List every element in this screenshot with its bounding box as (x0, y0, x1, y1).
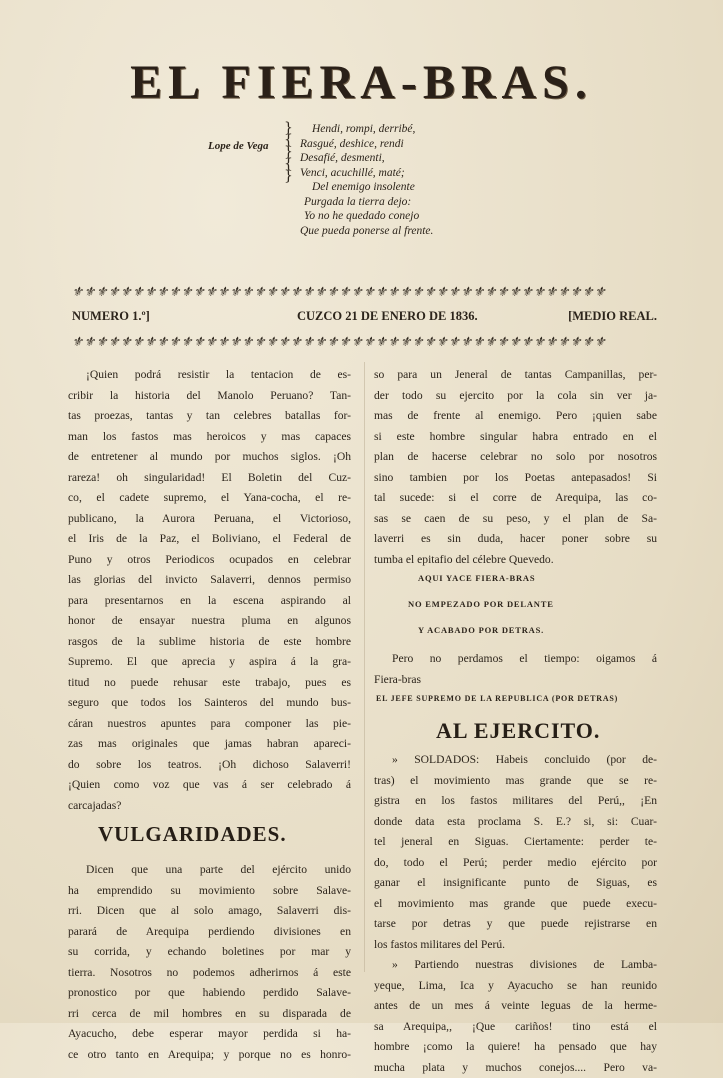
text-line: yeque, Lima, Ica y Ayacucho se han reunido (374, 976, 657, 997)
epigraph-author: Lope de Vega (208, 140, 268, 152)
text-line: rri cerca de mil hombres en su disparada de (68, 1004, 351, 1025)
text-line: rareza! oh singularidad! El Boletin del Cuz- (68, 468, 351, 489)
epigraph-line: Que pueda ponerse al frente. (300, 224, 433, 239)
text-line: antes de un mes á veinte leguas de la herme- (374, 996, 657, 1017)
text-line: ganar el insignificante punto de Siguas, es (374, 873, 657, 894)
text-line: mucha plata y muchos conejos.... Pero va- (374, 1058, 657, 1078)
text-line: plan de hacerse celebrar no solo por nosotros (374, 447, 657, 468)
text-line: Puno y otros Periodicos ocupados en celebrar (68, 550, 351, 571)
column-divider (364, 362, 365, 972)
text-line: man los fastos mas heroicos y mas capaces (68, 427, 351, 448)
ornamental-border-bottom: ⚜⚜⚜⚜⚜⚜⚜⚜⚜⚜⚜⚜⚜⚜⚜⚜⚜⚜⚜⚜⚜⚜⚜⚜⚜⚜⚜⚜⚜⚜⚜⚜⚜⚜⚜⚜⚜⚜⚜⚜⚜⚜⚜⚜ (70, 336, 660, 350)
text-line: carcajadas? (68, 796, 351, 817)
text-line: Pero no perdamos el tiempo: oigamos á (374, 649, 657, 670)
epigraph-line: Purgada la tierra dejo: (300, 195, 433, 210)
dateline: CUZCO 21 DE ENERO DE 1836. (297, 309, 478, 324)
text-line: sas se caen de su peso, y el plan de Sa- (374, 509, 657, 530)
text-line: zas mas originales que jamas habran apareci- (68, 734, 351, 755)
text-line: rasgos de la sublime historia de este hombre (68, 632, 351, 653)
text-line: » Partiendo nuestras divisiones de Lamba- (374, 955, 657, 976)
section-heading-vulgaridades: VULGARIDADES. (98, 822, 287, 847)
text-line: sa Arequipa,, ¡Que cariños! tino está el (374, 1017, 657, 1038)
text-line: de entretener al mundo por muchos siglos. ¡Oh (68, 447, 351, 468)
ornamental-border-top: ⚜⚜⚜⚜⚜⚜⚜⚜⚜⚜⚜⚜⚜⚜⚜⚜⚜⚜⚜⚜⚜⚜⚜⚜⚜⚜⚜⚜⚜⚜⚜⚜⚜⚜⚜⚜⚜⚜⚜⚜⚜⚜⚜⚜ (70, 286, 660, 300)
proclamation-subheading: EL JEFE SUPREMO DE LA REPUBLICA (POR DETRAS) (376, 694, 618, 703)
text-line: tumba el epitafio del célebre Quevedo. (374, 550, 657, 571)
text-line: ha emprendido su movimiento sobre Salave- (68, 881, 351, 902)
text-line: honor de ensayar nuestra pluma en algunos (68, 611, 351, 632)
epitaph-line: NO EMPEZADO POR DELANTE (408, 599, 554, 609)
text-line: el movimiento mas grande que puede execu- (374, 894, 657, 915)
epigraph-verses (300, 122, 433, 238)
epigraph-line: Venci, acuchillé, maté; (300, 166, 433, 181)
text-line: donde data esta proclama S. E.? si, si: Cuar- (374, 812, 657, 833)
text-line: co, el cadete supremo, el Yana-cocha, el re- (68, 488, 351, 509)
epigraph (208, 122, 468, 232)
text-line: tas proezas, tantas y tan celebres batallas for- (68, 406, 351, 427)
epigraph-line: Rasgué, deshice, rendi (300, 137, 433, 152)
text-line: seguro que todos los Sainteros del mundo bus- (68, 693, 351, 714)
text-line: tras) el movimiento mas grande que se re- (374, 771, 657, 792)
text-line: tarse por detras y que puede rejistrarse en (374, 914, 657, 935)
text-line: titud no puede rehusar este trabajo, pues es (68, 673, 351, 694)
issue-line (72, 309, 657, 327)
text-line: las glorias del invicto Salaverri, dennos permiso (68, 570, 351, 591)
text-line: sino tambien por los Poetas antepasados! Si (374, 468, 657, 489)
epigraph-line: Del enemigo insolente (300, 180, 433, 195)
issue-number: NUMERO 1.º] (72, 309, 150, 324)
text-line: cáran nuestros apuntes para componer las pie- (68, 714, 351, 735)
text-line: pronostico por que habiendo perdido Salave- (68, 983, 351, 1004)
text-line: rri. Dicen que al solo amago, Salaverri dis- (68, 901, 351, 922)
text-line: los fastos militares del Perú. (374, 935, 657, 956)
left-column-vulgaridades (68, 860, 351, 1065)
text-line: tel jeneral en Siguas. Ciertamente: perder te- (374, 832, 657, 853)
text-line: Dicen que una parte del ejército unido (68, 860, 351, 881)
text-line: laverri es sin duda, hacer poner sobre su (374, 529, 657, 550)
section-heading-al-ejercito: AL EJERCITO. (436, 718, 600, 744)
price: [MEDIO REAL. (568, 309, 657, 324)
text-line: do sobre los teatros. ¡Oh dichoso Salaverri! (68, 755, 351, 776)
epigraph-line: Hendi, rompi, derribé, (300, 122, 433, 137)
text-line: Ayacucho, debe esperar mayor perdida si ha- (68, 1024, 351, 1045)
text-line: hombre ¡como la quiere! ha pensado que hay (374, 1037, 657, 1058)
text-line: el Iris de la Paz, el Boliviano, el Federal de (68, 529, 351, 550)
text-line: tierra. Nosotros no podemos adherirnos á este (68, 963, 351, 984)
text-line: do, todo el Perú; perder medio ejército por (374, 853, 657, 874)
text-line: Fiera-bras (374, 670, 657, 691)
text-line: ¡Quien como voz que vas á ser celebrado á (68, 775, 351, 796)
right-column-transition (374, 649, 657, 690)
text-line: » SOLDADOS: Habeis concluido (por de- (374, 750, 657, 771)
epitaph-line: AQUI YACE FIERA-BRAS (418, 573, 535, 583)
text-line: para presentarnos en la escena aspirando al (68, 591, 351, 612)
left-column (68, 365, 351, 816)
epitaph-line: Y ACABADO POR DETRAS. (418, 625, 544, 635)
epigraph-line: Yo no he quedado conejo (300, 209, 433, 224)
text-line: mas de frente al enemigo. Pero ¡quien sabe (374, 406, 657, 427)
text-line: so para un Jeneral de tantas Campanillas, per- (374, 365, 657, 386)
text-line: gistra en los fastos militares del Perú,, ¡En (374, 791, 657, 812)
text-line: der todo su ejercito por la cola sin ver ja- (374, 386, 657, 407)
right-column-proclamation (374, 750, 657, 1078)
epigraph-line: Desafié, desmenti, (300, 151, 433, 166)
text-line: cribir la historia del Manolo Peruano? Tan- (68, 386, 351, 407)
text-line: publicano, la Aurora Peruana, el Victorioso, (68, 509, 351, 530)
text-line: ce otro tanto en Arequipa; y porque no es honro- (68, 1045, 351, 1066)
right-column (374, 365, 657, 570)
text-line: tal sucede: si el corre de Arequipa, las co- (374, 488, 657, 509)
text-line: Supremo. El que aprecia y aspira á la gra- (68, 652, 351, 673)
brace-icon: } { } { } (284, 122, 293, 182)
text-line: su corrida, y echando boletines por mar y (68, 942, 351, 963)
text-line: parará de Arequipa perdiendo divisiones en (68, 922, 351, 943)
text-line: si este hombre singular habra entrado en el (374, 427, 657, 448)
masthead-title: EL FIERA-BRAS. (0, 55, 723, 110)
text-line: ¡Quien podrá resistir la tentacion de es- (68, 365, 351, 386)
